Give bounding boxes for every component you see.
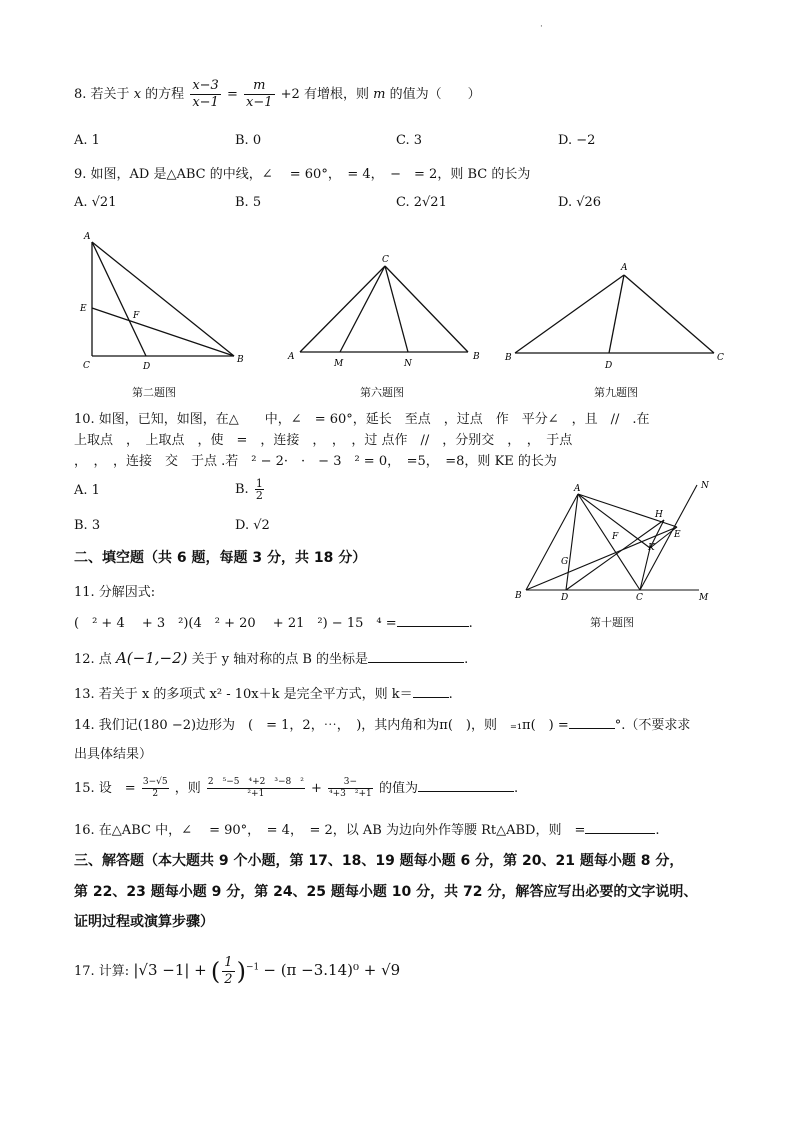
question-9: 9. 如图，AD 是△ABC 的中线，∠ = 60°， = 4， − = 2，则 BC 的长为 — [74, 167, 531, 182]
option-b: B. 0 — [235, 133, 262, 148]
option-a: A. 1 — [74, 483, 100, 498]
answer-blank[interactable] — [397, 626, 469, 627]
caption-fig6: 第六题图 — [360, 386, 404, 399]
segment-ac10 — [578, 494, 640, 590]
segment-ac9 — [624, 275, 714, 353]
question-13: 13. 若关于 x 的多项式 x² - 10x＋k 是完全平方式，则 k＝ . — [74, 687, 453, 702]
answer-blank[interactable] — [585, 833, 655, 834]
question-17: 17. 计算: |√3 −1| + ( $\frac{1}{2}$ )$^{-1}$ − (π −3.14)⁰ + √9 — [74, 955, 401, 987]
label-b: B — [237, 355, 244, 365]
question-10-line1: 10. 如图，已知，如图，在△ 中，∠ = 60°，延长 至点 ，过点 作 平分∠ ，且 // .在 — [74, 412, 650, 427]
answer-blank[interactable] — [368, 662, 464, 663]
question-10-line2: 上取点 ， 上取点 ，使 = ，连接 ， ， ，过 点作 // ，分别交 ， ， 于点 — [74, 433, 573, 448]
fraction: $\frac{x-3}{x-1}$ — [192, 78, 219, 110]
label-a9: A — [621, 263, 628, 273]
question-11-label: 11. 分解因式: — [74, 585, 156, 600]
segment-dh — [566, 520, 664, 590]
label-c9: C — [717, 353, 724, 363]
question-15: 15. 设 = $\frac{3-√5}{2}$ ，则 $\frac{\text{2 ⁵−5 ⁴+2 ³−8 ²}}{\text{²+1}}$ + $\frac{3-}{\text{⁴+3 ²+1}}$ 的值为 . — [74, 777, 519, 799]
segment-da — [566, 494, 578, 590]
answer-blank[interactable] — [413, 697, 449, 698]
segment-be — [526, 527, 677, 590]
label-n6: N — [404, 359, 412, 369]
option-c: C. 3 — [396, 133, 423, 148]
option-c: B. 3 — [74, 518, 101, 533]
label-b9: B — [505, 353, 512, 363]
segment-ab9 — [515, 275, 624, 353]
label-k10: K — [648, 543, 655, 553]
answer-blank[interactable] — [569, 728, 615, 729]
label-c: C — [83, 361, 90, 371]
segment-ad9 — [609, 275, 624, 353]
label-f: F — [133, 311, 140, 321]
option-a: A. 1 — [74, 133, 100, 148]
section-3-line3: 证明过程或演算步骤） — [74, 914, 214, 930]
question-11-expr: ( ² + 4 + 3 ²)(4 ² + 20 + 21 ²) − 15 ⁴ = . — [74, 616, 473, 631]
option-a: A. √21 — [74, 195, 117, 210]
label-c6: C — [382, 255, 389, 265]
label-d9: D — [605, 361, 613, 371]
label-e10: E — [674, 530, 681, 540]
option-c: C. 2√21 — [396, 195, 447, 210]
label-c10: C — [636, 593, 643, 603]
fraction: $\frac{m}{x-1}$ — [246, 78, 273, 110]
question-14-line1: 14. 我们记(180 −2)边形为 ( = 1，2，⋯， )，其内角和为π( )，则 ₌₁π( ) = °.（不要求求 — [74, 718, 691, 733]
segment-cn — [640, 485, 697, 590]
question-14-line2: 出具体结果） — [74, 747, 153, 762]
label-b10: B — [515, 591, 522, 601]
fraction: $\frac{1}{2}$ — [224, 955, 233, 987]
segment-ac6 — [300, 266, 385, 352]
label-a6: A — [288, 352, 295, 362]
label-m10: M — [699, 593, 709, 603]
question-16: 16. 在△ABC 中，∠ = 90°， = 4， = 2，以 AB 为边向外作等腰 Rt△ABD，则 = . — [74, 823, 660, 838]
segment-ab10 — [526, 494, 578, 590]
caption-fig10: 第十题图 — [590, 616, 634, 629]
question-8: 8. 若关于 x 的方程 $\frac{x-3}{x-1}$ = $\frac{m}{x-1}$ +2 有增根，则 m 的值为（ ） — [74, 78, 481, 110]
segment-ad — [92, 242, 146, 356]
option-d: D. √26 — [558, 195, 602, 210]
fraction: $\frac{\text{2 ⁵−5 ⁴+2 ³−8 ²}}{\text{²+1}}$ — [207, 777, 304, 799]
option-d: D. √2 — [235, 518, 270, 533]
label-e: E — [80, 304, 87, 314]
option-d: D. −2 — [558, 133, 596, 148]
fraction: $\frac{3-}{\text{⁴+3 ²+1}}$ — [329, 777, 372, 799]
question-12: 12. 点 A(−1,−2) 关于 y 轴对称的点 B 的坐标是 . — [74, 649, 469, 667]
segment-cn — [385, 266, 408, 352]
label-a: A — [84, 232, 91, 242]
label-d10: D — [561, 593, 569, 603]
caption-fig2: 第二题图 — [132, 386, 176, 399]
segment-eb — [92, 308, 234, 356]
label-m6: M — [334, 359, 344, 369]
label-g10: G — [561, 557, 569, 567]
caption-fig9: 第九题图 — [594, 386, 638, 399]
section-3-line2: 第 22、23 题每小题 9 分，第 24、25 题每小题 10 分，共 72 分，解答应写出必要的文字说明、 — [74, 884, 698, 900]
segment-ck — [640, 548, 650, 590]
question-10-line3: ， ， ，连接 交 于点 .若 ² − 2· · − 3 ² = 0， =5， =8，则 KE 的长为 — [74, 454, 557, 469]
fraction: $\frac{3-√5}{2}$ — [142, 777, 168, 799]
label-a10: A — [574, 484, 581, 494]
segment-bc6 — [385, 266, 468, 352]
segment-cm — [340, 266, 385, 352]
label-b6: B — [473, 352, 480, 362]
option-b: B. 5 — [235, 195, 262, 210]
option-b-fraction: B. $\frac{1}{2}$ — [235, 477, 263, 502]
label-h10: H — [655, 510, 663, 520]
segment-ab — [92, 242, 234, 356]
label-n10: N — [701, 481, 709, 491]
label-d: D — [143, 362, 151, 372]
section-3-line1: 三、解答题（本大题共 9 个小题，第 17、18、19 题每小题 6 分，第 20、21 题每小题 8 分， — [74, 853, 684, 869]
page-dot: · — [540, 22, 543, 32]
answer-blank[interactable] — [418, 791, 514, 792]
section-2-title: 二、填空题（共 6 题，每题 3 分，共 18 分） — [74, 550, 367, 566]
label-f10: F — [612, 532, 619, 542]
